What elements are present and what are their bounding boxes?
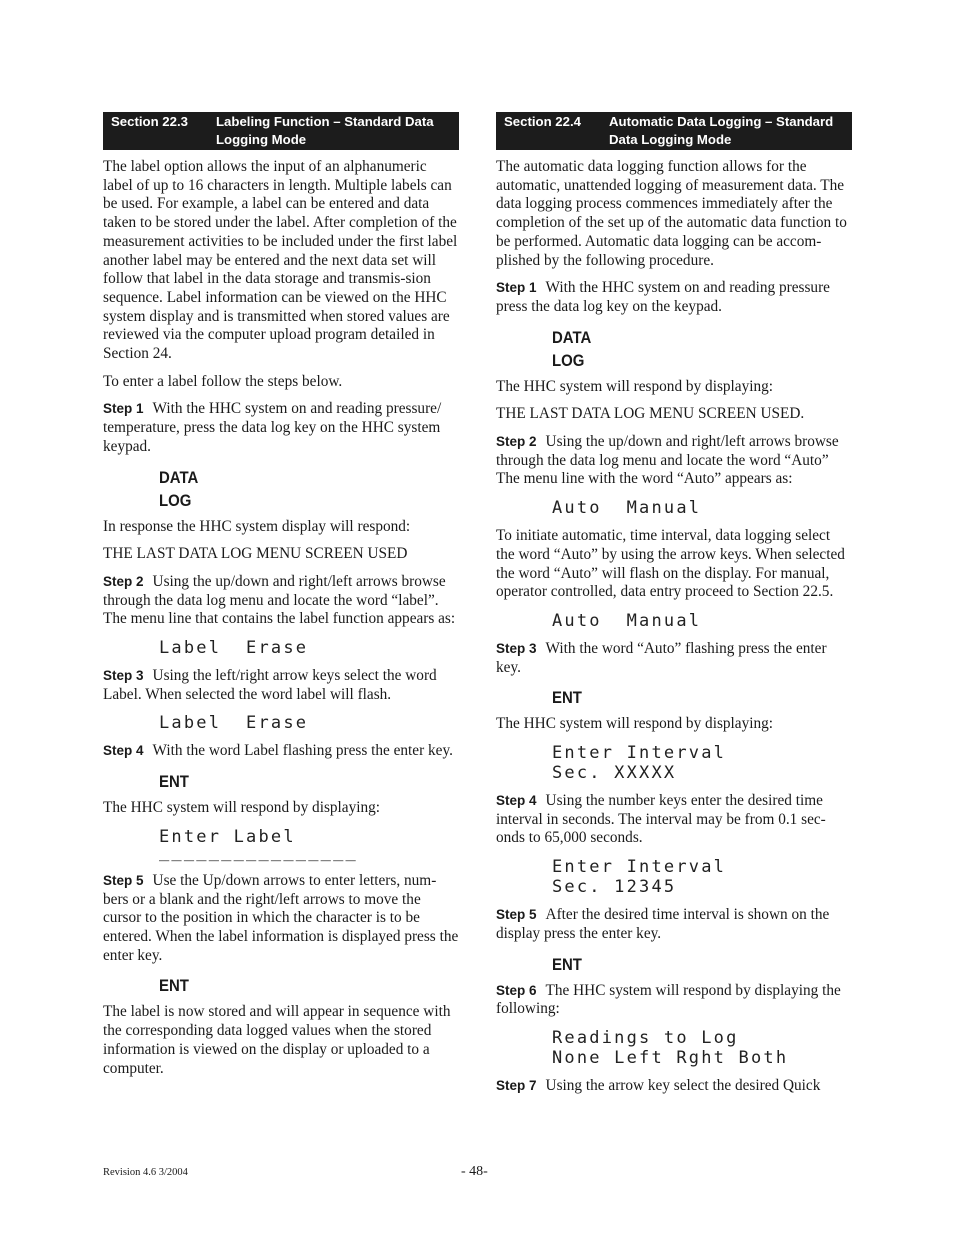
- step-4: [496, 792, 852, 848]
- lcd-display-label-erase-flash: Label Erase: [159, 713, 309, 734]
- key-ent: ENT: [552, 954, 582, 974]
- lcd-display-label-erase: Label Erase: [159, 638, 309, 659]
- key-ent: ENT: [552, 688, 582, 708]
- key-data: DATA: [159, 467, 199, 487]
- section-header-22-3: [103, 112, 459, 150]
- step-label: Step 3: [103, 668, 144, 684]
- step-text: With the HHC system on and reading pressure/ temperature, press the data log key on the HHC system keypad.: [103, 400, 442, 455]
- lcd-display-auto-manual: Auto Manual: [552, 498, 702, 519]
- step-5: [496, 906, 852, 943]
- key-log: LOG: [552, 350, 585, 370]
- step-7: [496, 1077, 852, 1096]
- step-label: Step 5: [103, 872, 144, 888]
- step-text: Use the Up/down arrows to enter letters, num-bers or a blank and the right/left arrows to move the cursor to the position in which the character is to be entered. When the label information is displayed press the enter key.: [103, 871, 459, 964]
- lcd-display-label-dashes: ________________: [159, 841, 358, 862]
- lcd-display-enter-label: Enter Label: [159, 826, 296, 847]
- right-column: [496, 112, 852, 1105]
- lcd-display-sec-placeholder: Sec. XXXXX: [552, 763, 677, 784]
- step-3: [496, 640, 852, 677]
- lcd-display-sec-value: Sec. 12345: [552, 877, 677, 898]
- step-text: After the desired time interval is shown on the display press the enter key.: [496, 906, 830, 942]
- respond-paragraph-2: The HHC system will respond by displaying:: [496, 715, 774, 733]
- respond-paragraph: The HHC system will respond by displaying:: [496, 377, 774, 395]
- section-number: Section 22.3: [111, 114, 188, 129]
- section-title: Labeling Function – Standard Data Logging Mode: [216, 114, 434, 147]
- step-label: Step 1: [496, 280, 537, 296]
- lcd-display-readings-options: None Left Rght Both: [552, 1047, 789, 1068]
- last-screen-text: THE LAST DATA LOG MENU SCREEN USED: [103, 545, 408, 563]
- lcd-display-enter-interval: Enter Interval: [552, 743, 727, 764]
- initiate-paragraph: To initiate automatic, time interval, data logging select the word “Auto” by using the arrow keys. When selected the word “Auto” will flash on the display. For manual, operator controlled, data entry proceed to Section 22.5.: [496, 527, 845, 601]
- step-1: [496, 279, 852, 316]
- key-data: DATA: [552, 327, 592, 347]
- step-text: With the word Label flashing press the enter key.: [152, 742, 453, 760]
- lcd-display-enter-interval-2: Enter Interval: [552, 857, 727, 878]
- section-number: Section 22.4: [504, 114, 581, 129]
- step-2: [496, 433, 852, 489]
- last-screen-text: THE LAST DATA LOG MENU SCREEN USED.: [496, 405, 805, 423]
- step-label: Step 7: [496, 1077, 537, 1093]
- step-text: Using the up/down and right/left arrows browse through the data log menu and locate the word “label”. The menu line that contains the label function appears as:: [103, 572, 456, 628]
- step-text: With the word “Auto” flashing press the enter key.: [496, 639, 827, 676]
- step-label: Step 2: [496, 434, 537, 450]
- section-title: Automatic Data Logging – Standard Data Logging Mode: [609, 114, 834, 147]
- key-log: LOG: [159, 490, 192, 510]
- step-text: Using the arrow key select the desired Quick: [545, 1076, 821, 1094]
- step-text: Using the number keys enter the desired time interval in seconds. The interval may be from 0.1 sec-onds to 65,000 seconds.: [496, 792, 826, 847]
- lcd-display-readings-to-log: Readings to Log: [552, 1027, 739, 1048]
- step-label: Step 4: [496, 793, 537, 809]
- step-1: [103, 400, 459, 456]
- step-label: Step 1: [103, 401, 144, 417]
- step-4: [103, 742, 459, 761]
- intro-paragraph: The automatic data logging function allows for the automatic, unattended logging of measurement data. The data logging process commences immediately after the completion of the set up of the automatic data function to be performed. Automatic data logging can be accom-plished by the following procedure.: [496, 158, 847, 269]
- key-ent: ENT: [159, 772, 189, 792]
- step-6: [496, 982, 852, 1019]
- step-text: The HHC system will respond by displaying the following:: [496, 981, 841, 1018]
- lcd-display-auto-manual-flash: Auto Manual: [552, 610, 702, 631]
- key-ent: ENT: [159, 976, 189, 996]
- step-5: [103, 872, 459, 966]
- respond-paragraph-2: The HHC system will respond by displaying:: [103, 799, 381, 817]
- step-text: Using the left/right arrow keys select the word Label. When selected the word label will flash.: [103, 667, 437, 703]
- page-number: - 48-: [461, 1164, 488, 1179]
- step-label: Step 4: [103, 743, 144, 759]
- step-text: Using the up/down and right/left arrows browse through the data log menu and locate the word “Auto” The menu line with the word “Auto” appears as:: [496, 433, 839, 488]
- left-column: [103, 112, 459, 1087]
- respond-paragraph: In response the HHC system display will respond:: [103, 517, 411, 535]
- step-label: Step 6: [496, 982, 537, 998]
- to-enter-paragraph: To enter a label follow the steps below.: [103, 372, 343, 390]
- intro-paragraph: The label option allows the input of an alphanumeric label of up to 16 characters in length. Multiple labels can be used. For example, a label can be entered and data taken to be stored under the label. After completion of the measurement activities to be included under the first label another label may be entered and the next data set will follow that label in the data storage and transmis-sion sequence. Label information can be viewed on the HHC system display and is transmitted when stored values are reviewed via the computer upload program detailed in Section 24.: [103, 158, 458, 363]
- step-2: [103, 573, 459, 629]
- section-header-22-4: [496, 112, 852, 150]
- step-text: With the HHC system on and reading pressure press the data log key on the keypad.: [496, 279, 830, 315]
- step-label: Step 2: [103, 573, 144, 589]
- step-label: Step 5: [496, 907, 537, 923]
- step-label: Step 3: [496, 640, 537, 656]
- revision-note: Revision 4.6 3/2004: [103, 1167, 188, 1178]
- closing-paragraph: The label is now stored and will appear in sequence with the corresponding data logged values when the stored information is viewed on the display or uploaded to a computer.: [103, 1003, 451, 1077]
- step-3: [103, 667, 459, 704]
